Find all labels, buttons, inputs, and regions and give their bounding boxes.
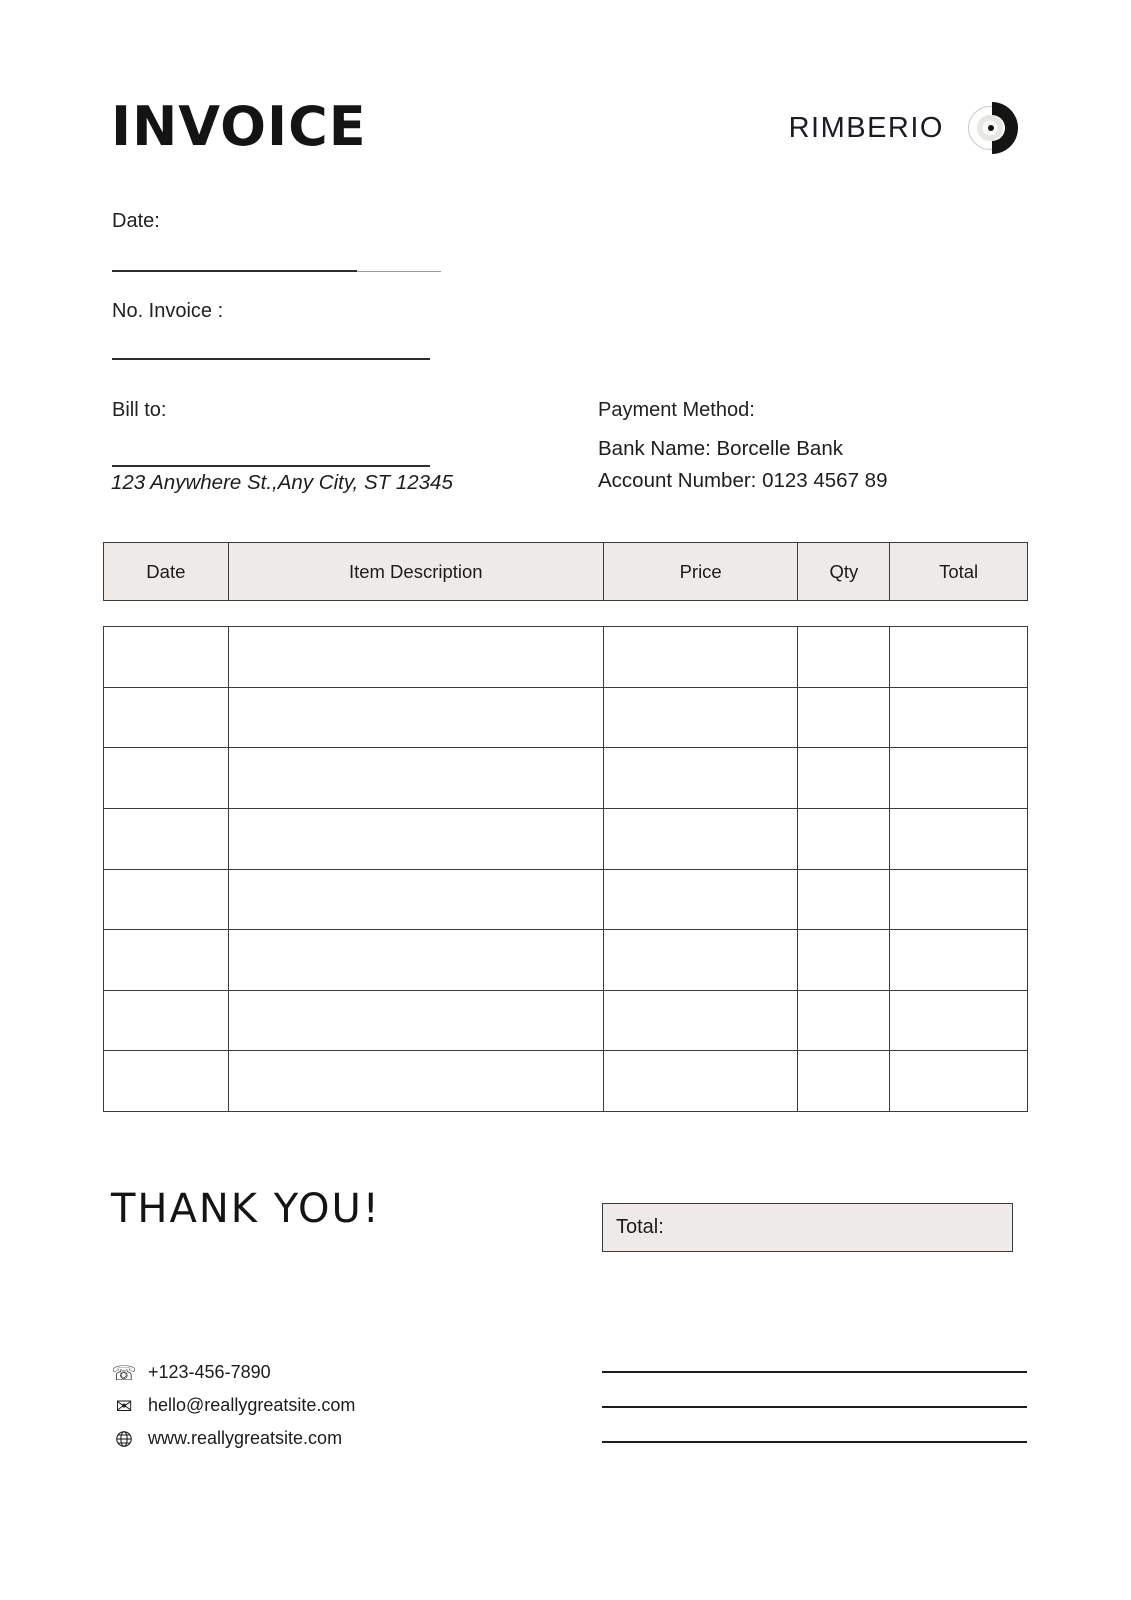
table-cell [603,688,798,748]
table-cell [104,991,228,1051]
contact-website [113,1427,355,1450]
table-cell [797,748,889,808]
table-cell [228,1051,603,1111]
items-table-header [103,542,1028,601]
table-cell [797,870,889,930]
table-row [104,747,1027,808]
table-cell [603,870,798,930]
email-address: hello@reallygreatsite.com [148,1395,356,1415]
phone-number: +123-456-7890 [148,1362,271,1382]
column-header-item-description: Item Description [228,543,603,600]
invoice-number-field-line [112,358,430,360]
bill-to-field-line [112,465,430,467]
table-cell [889,870,1027,930]
column-header-price: Price [603,543,798,600]
table-cell [228,870,603,930]
bank-name: Bank Name: Borcelle Bank [598,437,843,460]
table-cell [603,1051,798,1111]
table-row [104,1050,1027,1111]
table-cell [603,809,798,869]
table-cell [228,930,603,990]
brand-logo-icon [966,102,1018,154]
table-cell [603,748,798,808]
table-cell [104,688,228,748]
globe-icon [113,1429,135,1449]
contact-info [113,1361,355,1450]
column-header-total: Total [889,543,1027,600]
contact-phone [113,1361,355,1384]
table-cell [104,930,228,990]
invoice-number-label: No. Invoice : [112,300,224,322]
table-cell [889,991,1027,1051]
table-row [104,869,1027,930]
phone-icon: ☏ [111,1360,137,1385]
account-number: Account Number: 0123 4567 89 [598,469,888,492]
table-cell [797,930,889,990]
brand [789,102,1018,154]
table-cell [797,688,889,748]
table-cell [104,809,228,869]
table-row [104,929,1027,990]
table-cell [889,688,1027,748]
table-row [104,808,1027,869]
date-field-line-extension [357,271,441,272]
thank-you-text: THANK YOU! [111,1186,381,1232]
signature-line [602,1371,1027,1373]
table-cell [889,1051,1027,1111]
table-row [104,990,1027,1051]
signature-line [602,1406,1027,1408]
website-url: www.reallygreatsite.com [148,1428,343,1448]
table-cell [228,627,603,687]
billing-address: 123 Anywhere St.,Any City, ST 12345 [111,471,453,494]
payment-method-label: Payment Method: [598,399,755,421]
table-cell [104,748,228,808]
table-cell [603,627,798,687]
table-cell [889,627,1027,687]
table-cell [603,991,798,1051]
table-cell [603,930,798,990]
total-label: Total: [616,1216,664,1238]
table-cell [104,1051,228,1111]
items-table-body [103,626,1028,1112]
contact-email [113,1394,355,1417]
table-cell [889,809,1027,869]
table-cell [104,627,228,687]
table-cell [228,748,603,808]
date-label: Date: [112,210,160,232]
table-cell [797,991,889,1051]
mail-icon: ✉ [115,1393,133,1418]
bill-to-label: Bill to: [112,399,167,421]
table-cell [228,991,603,1051]
total-box [602,1203,1013,1252]
table-cell [797,627,889,687]
table-row [104,687,1027,748]
column-header-qty: Qty [797,543,889,600]
table-cell [797,809,889,869]
table-cell [104,870,228,930]
table-row [104,627,1027,687]
date-field-line [112,270,357,272]
signature-line [602,1441,1027,1443]
table-cell [889,930,1027,990]
page-title: INVOICE [111,95,367,158]
table-cell [228,688,603,748]
table-cell [889,748,1027,808]
column-header-date: Date [146,560,186,582]
table-cell [228,809,603,869]
brand-name: RIMBERIO [788,111,944,144]
table-cell [797,1051,889,1111]
